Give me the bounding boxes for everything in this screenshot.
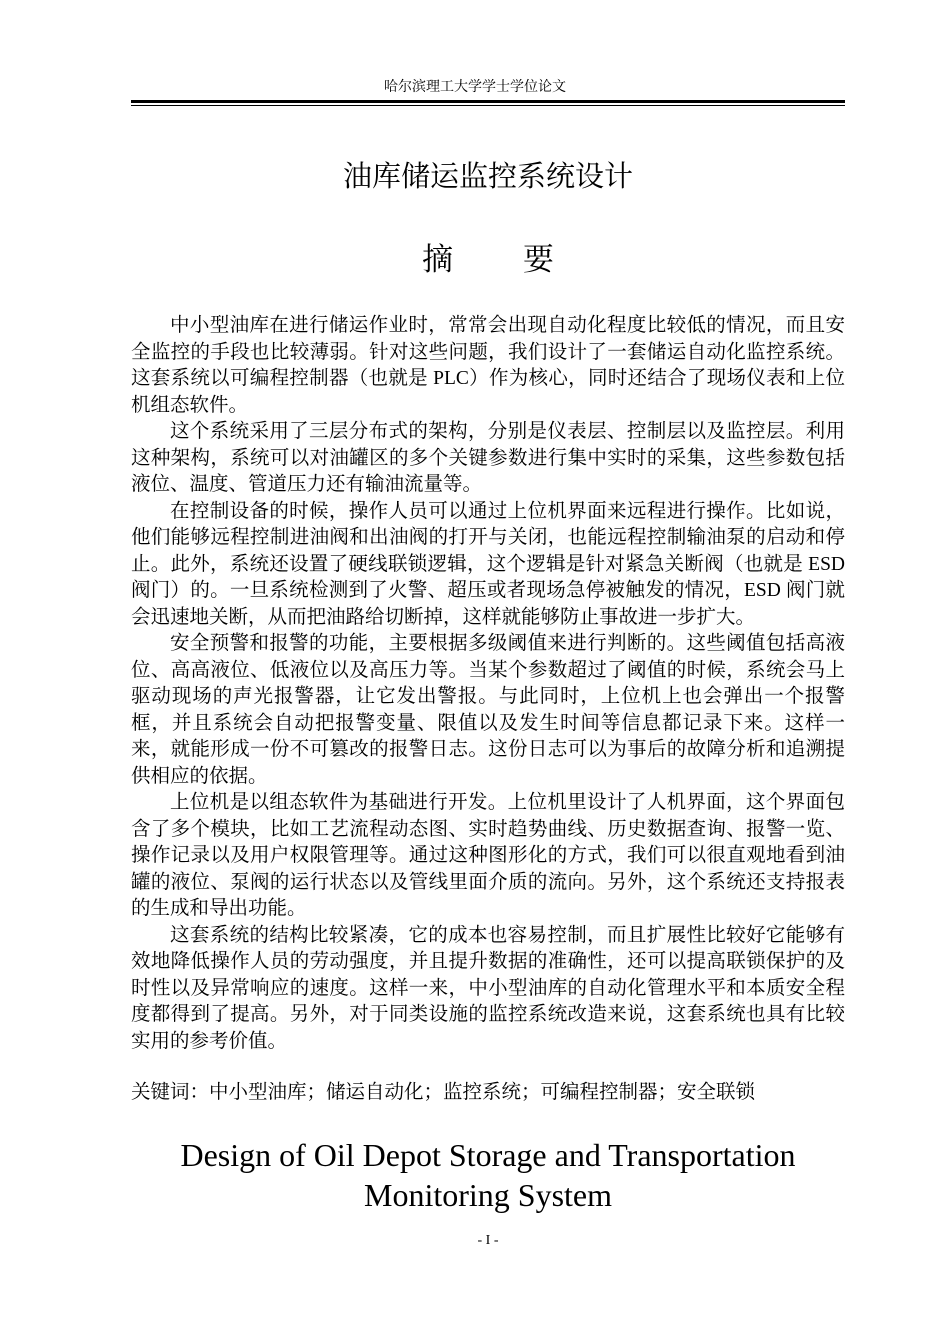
keywords-line: 关键词：中小型油库；储运自动化；监控系统；可编程控制器；安全联锁 bbox=[131, 1082, 756, 1103]
abstract-paragraph: 在控制设备的时候，操作人员可以通过上位机界面来远程进行操作。比如说，他们能够远程控制进油阀和出油阀的打开与关闭，也能远程控制输油泵的启动和停止。此外，系统还设置了硬线联锁逻辑，这个逻辑是针对紧急关断阀（也就是 ESD 阀门）的。一旦系统检测到了火警、超压或者现场急停被触发的情况，ESD 阀门就会迅速地关断，从而把油路给切断掉，这样就能够防止事故进一步扩大。 bbox=[131, 500, 845, 628]
abstract-paragraph: 这套系统的结构比较紧凑，它的成本也容易控制，而且扩展性比较好它能够有效地降低操作人员的劳动强度，并且提升数据的准确性，还可以提高联锁保护的及时性以及异常响应的速度。这样一来，中小型油库的自动化管理水平和本质安全程度都得到了提高。另外，对于同类设施的监控系统改造来说，这套系统也具有比较实用的参考价值。 bbox=[131, 924, 845, 1052]
header-rule-thin bbox=[131, 105, 845, 106]
running-header: 哈尔滨理工大学学士学位论文 bbox=[384, 80, 566, 95]
abstract-body bbox=[131, 313, 845, 1055]
header-rule-thick bbox=[131, 100, 845, 103]
page-number: - I - bbox=[477, 1233, 499, 1248]
english-title: Design of Oil Depot Storage and Transportation Monitoring System bbox=[180, 1137, 796, 1213]
abstract-paragraph: 这个系统采用了三层分布式的架构，分别是仪表层、控制层以及监控层。利用这种架构，系统可以对油罐区的多个关键参数进行集中实时的采集，这些参数包括液位、温度、管道压力还有输油流量等。 bbox=[131, 421, 845, 495]
abstract-paragraph: 安全预警和报警的功能，主要根据多级阈值来进行判断的。这些阈值包括高液位、高高液位、低液位以及高压力等。当某个参数超过了阈值的时候，系统会马上驱动现场的声光报警器，让它发出警报。与此同时，上位机上也会弹出一个报警框，并且系统会自动把报警变量、限值以及发生时间等信息都记录下来。这样一来，就能形成一份不可篡改的报警日志。这份日志可以为事后的故障分析和追溯提供相应的依据。 bbox=[131, 633, 845, 787]
abstract-paragraph: 中小型油库在进行储运作业时，常常会出现自动化程度比较低的情况，而且安全监控的手段也比较薄弱。针对这些问题，我们设计了一套储运自动化监控系统。这套系统以可编程控制器（也就是 PLC）作为核心，同时还结合了现场仪表和上位机组态软件。 bbox=[131, 315, 845, 416]
chinese-title: 油库储运监控系统设计 bbox=[342, 159, 633, 193]
abstract-paragraph: 上位机是以组态软件为基础进行开发。上位机里设计了人机界面，这个界面包含了多个模块，比如工艺流程动态图、实时趋势曲线、历史数据查询、报警一览、操作记录以及用户权限管理等。通过这种图形化的方式，我们可以很直观地看到油罐的液位、泵阀的运行状态以及管线里面介质的流向。另外，这个系统还支持报表的生成和导出功能。 bbox=[131, 792, 845, 919]
abstract-heading: 摘 要 bbox=[422, 242, 584, 278]
